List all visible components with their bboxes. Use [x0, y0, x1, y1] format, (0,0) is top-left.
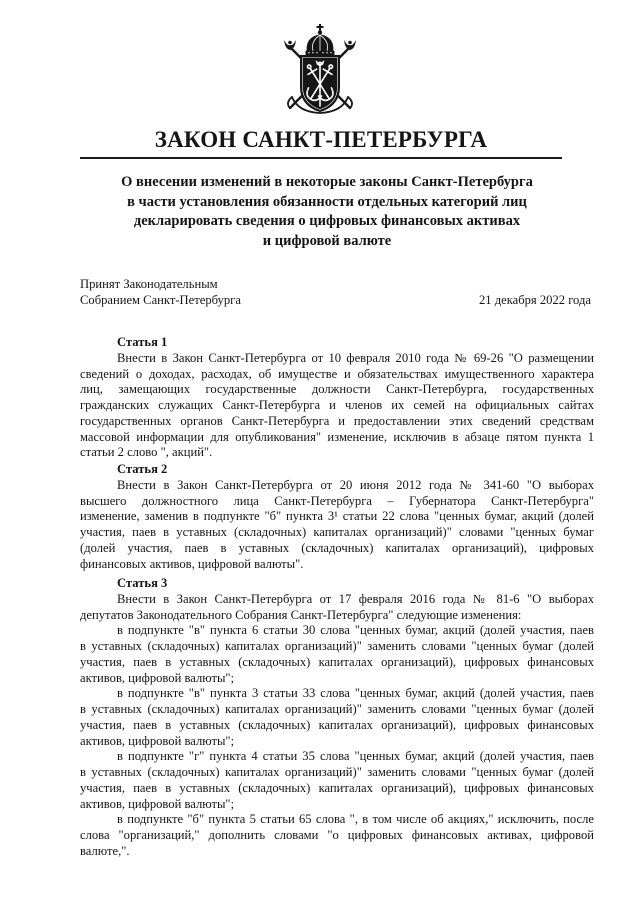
text-line: Внести в Закон Санкт-Петербурга от 20 июня 2012 года № 341-60 "О выборах	[117, 477, 594, 492]
text-line: активов, цифровой валюты";	[80, 670, 235, 685]
text-line: гражданских служащих Санкт-Петербурга и членов их семей на официальных сайтах	[80, 398, 594, 412]
amendment-item	[80, 623, 594, 686]
adoption-text: Собранием Санкт-Петербурга	[80, 292, 241, 307]
article-paragraph	[80, 351, 594, 461]
article-heading: Статья 1	[117, 335, 168, 349]
text-line: участия, паев в уставных (складочных) капиталах организаций)" словами "ценных бумаг	[80, 525, 594, 539]
text-line: Внести в Закон Санкт-Петербурга от 10 февраля 2010 года № 69-26 "О размещении	[117, 350, 594, 365]
text-line: Внести в Закон Санкт-Петербурга от 17 февраля 2016 года № 81-6 "О выборах	[117, 591, 594, 606]
document-subtitle	[80, 173, 574, 251]
amendment-item	[80, 812, 594, 859]
text-line: депутатов Законодательного Собрания Санкт-Петербурга" следующие изменения:	[80, 607, 522, 622]
article-3	[80, 576, 594, 860]
text-line: финансовых активов, цифровой валюты".	[80, 556, 304, 571]
text-line: сведений о доходах, расходах, об имуществе и обязательствах имущественного характера	[80, 366, 594, 381]
article-heading: Статья 3	[117, 576, 168, 590]
text-line: в уставных (складочных) капиталах организаций)" заменить словами "ценных бумаг (долей	[80, 765, 594, 779]
subtitle-line: О внесении изменений в некоторые законы Санкт-Петербурга	[121, 174, 533, 190]
article-paragraph	[80, 478, 594, 573]
adoption-text: Принят Законодательным	[80, 277, 218, 291]
text-line: участия, паев в уставных (складочных) капиталах организаций), цифровых финансовых	[80, 654, 594, 669]
text-line: изменение, заменив в подпункте "б" пункта 3¹ статьи 22 слова "ценных бумаг, акций (долей	[80, 509, 594, 524]
subtitle-line: и цифровой валюте	[262, 232, 392, 249]
text-line: в подпункте "б" пункта 5 статьи 65 слова ", в том числе об акциях," исключить, после	[117, 812, 594, 827]
article-1	[80, 335, 594, 461]
adoption-row	[80, 293, 591, 309]
adoption-row	[80, 277, 591, 293]
text-line: массовой информации для опубликования" изменение, исключив в абзаце пятом пункта 1	[80, 429, 594, 444]
adoption-block	[80, 277, 591, 308]
text-line: (долей участия, паев в уставных (складочных) капиталах организаций), цифровых	[80, 540, 594, 555]
article-2	[80, 462, 594, 572]
text-line: лиц, замещающих государственные должности Санкт-Петербурга, государственных	[80, 382, 594, 397]
text-line: валюте,".	[80, 843, 130, 858]
text-line: в подпункте "в" пункта 3 статьи 33 слова "ценных бумаг, акций (долей участия, паев	[117, 686, 594, 701]
subtitle-line: в части установления обязанности отдельных категорий лиц	[127, 193, 527, 210]
document-title: ЗАКОН САНКТ-ПЕТЕРБУРГА	[154, 127, 488, 152]
text-line: участия, паев в уставных (складочных) капиталах организаций), цифровых финансовых	[80, 717, 594, 732]
text-line: активов, цифровой валюты";	[80, 733, 235, 748]
adoption-date: 21 декабря 2022 года	[478, 292, 591, 307]
article-paragraph	[80, 592, 594, 624]
text-line: статьи 2 слово ", акций".	[80, 445, 213, 460]
article-heading: Статья 2	[117, 462, 168, 476]
text-line: в подпункте "в" пункта 6 статьи 30 слова "ценных бумаг, акций (долей участия, паев	[117, 623, 594, 638]
text-line: высшего должностного лица Санкт-Петербурга – Губернатора Санкт-Петербурга"	[80, 493, 594, 508]
text-line: в уставных (складочных) капиталах организаций)" заменить словами "ценных бумаг (долей	[80, 639, 594, 653]
text-line: государственных органов Санкт-Петербурга и предоставлении этих сведений средствам	[80, 413, 594, 428]
title-divider	[80, 157, 562, 159]
amendment-item	[80, 749, 594, 812]
text-line: активов, цифровой валюты";	[80, 796, 235, 811]
text-line: участия, паев в уставных (складочных) капиталах организаций), цифровых финансовых	[80, 780, 594, 795]
crown-icon	[306, 24, 335, 55]
text-line: в подпункте "г" пункта 4 статьи 35 слова "ценных бумаг, акций (долей участия, паев	[117, 749, 594, 764]
text-line: слова "организаций," дополнить словами "о цифровых финансовых активах, цифровой	[80, 828, 594, 842]
text-line: в уставных (складочных) капиталах организаций)" заменить словами "ценных бумаг (долей	[80, 702, 594, 716]
amendment-item	[80, 686, 594, 749]
subtitle-line: декларировать сведения о цифровых финансовых активах	[133, 213, 521, 230]
coat-of-arms-emblem	[280, 24, 360, 114]
